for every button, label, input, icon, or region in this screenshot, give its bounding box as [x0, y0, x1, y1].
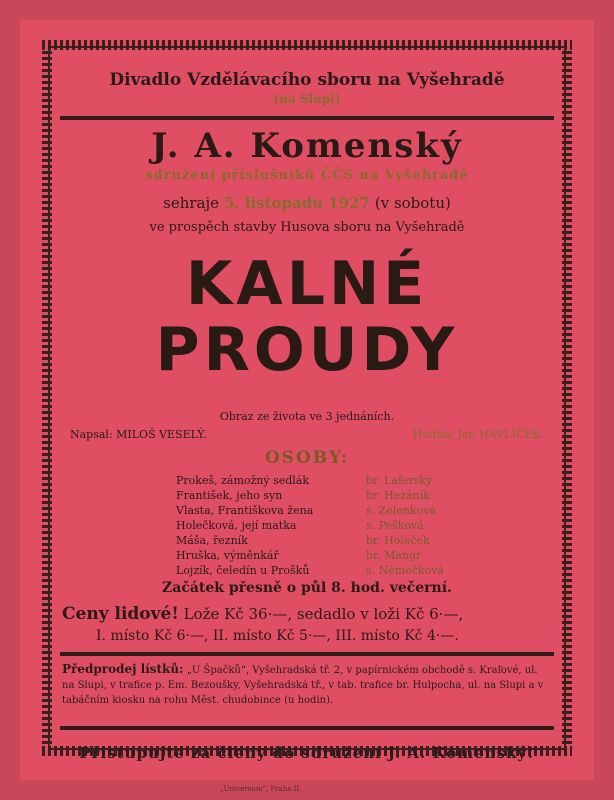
performance-date: 5. listopadu 1927 [223, 194, 371, 212]
cast-row [176, 519, 476, 534]
poster [20, 20, 594, 780]
role: Hruška, výměnkář [176, 549, 279, 562]
prices-line1 [62, 604, 463, 624]
cast-row [176, 549, 476, 564]
performance-day: (v sobotu) [374, 194, 451, 212]
performance-date-line [56, 194, 558, 212]
actor: br. Holeček [366, 534, 430, 547]
music-credit: Hudba: Jar. HAVLÍČEK. [412, 428, 544, 441]
cast-row [176, 474, 476, 489]
benefit-line: ve prospěch stavby Husova sboru na Vyšehradě [149, 220, 465, 235]
cast-heading: OSOBY: [264, 448, 350, 468]
actor: br. Hezáník [366, 489, 430, 502]
role: Lojzík, čeledín u Prošků [176, 564, 310, 577]
prices-lodge: Lože Kč 36·—, sedadlo v loži Kč 6·—, [183, 605, 464, 623]
prices-label: Ceny lidové! [62, 604, 179, 624]
actor: s. Pešková [366, 519, 424, 532]
theatre-name: Divadlo Vzdělávacího sboru na Vyšehradě [109, 70, 505, 90]
play-subtitle: Obraz ze života ve 3 jednáních. [219, 410, 395, 423]
play-title-line2: PROUDY [155, 315, 459, 385]
role: Prokeš, zámožný sedlák [176, 474, 310, 487]
divider [60, 726, 554, 730]
cast-row [176, 534, 476, 549]
actor: br. Mangr [366, 549, 422, 562]
company-subtitle: sdružení příslušníků ČČS na Vyšehradě [145, 168, 469, 183]
theatre-subtitle: (na Slupi) [273, 92, 341, 106]
actor: s. Němečková [366, 564, 444, 577]
actor: s. Zelenková [366, 504, 436, 517]
actor: br. Laferský [366, 474, 433, 487]
closing-line: Přistupujte za členy do sdružení J. A. Komenský! [79, 744, 535, 762]
sehraje-text: sehraje [163, 194, 220, 212]
cast-list [176, 474, 476, 579]
cast-row [176, 564, 476, 579]
role: Holečková, její matka [176, 519, 297, 532]
cast-row [176, 504, 476, 519]
cast-row [176, 489, 476, 504]
role: Máša, řezník [176, 534, 248, 547]
presale-info [62, 662, 552, 708]
prices-line2: I. místo Kč 6·—, II. místo Kč 5·—, III. místo Kč 4·—. [96, 628, 459, 644]
play-title-line1: KALNÉ [185, 249, 429, 319]
role: František, jeho syn [176, 489, 283, 502]
divider [60, 116, 554, 120]
printer-imprint: „Universum“, Praha II. [220, 785, 302, 793]
start-time: Začátek přesně o půl 8. hod. večerní. [162, 580, 452, 596]
author: Napsal: MILOŠ VESELÝ. [70, 428, 207, 441]
company-name: J. A. Komenský [151, 126, 463, 166]
presale-label: Předprodej lístků: [62, 662, 184, 676]
presale-text: „U Špačků“, Vyšehradská tř. 2, v papírnickém obchodě s. Kraľové, ul. na Slupi, v trafice p. Em. Bezoušky, Vyšehradská tř., v tab. trafice br. Hulpocha, ul. na Slupi a v tabáčním kiosku na rohu Měst. chudobince (u hodin). [62, 665, 544, 706]
divider [60, 652, 554, 656]
role: Vlasta, Františkova žena [176, 504, 314, 517]
